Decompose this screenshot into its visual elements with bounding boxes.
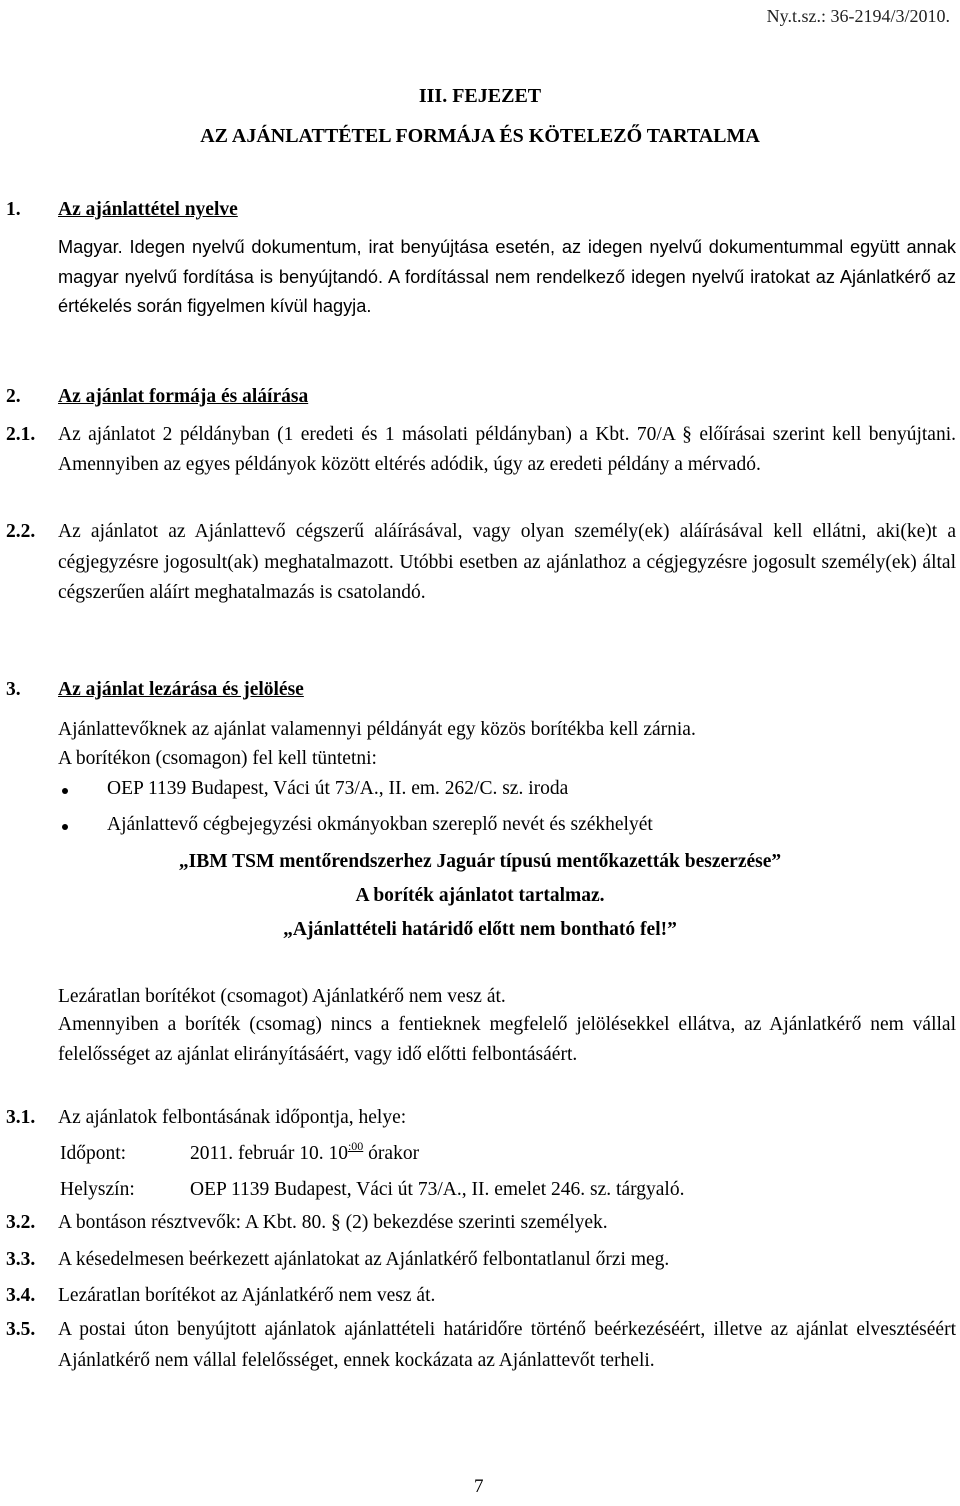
section-3-1-number: 3.1. [6, 1107, 36, 1128]
page-number: 7 [474, 1476, 484, 1497]
section-3-4-text: Lezáratlan borítékot az Ajánlatkérő nem vesz át. [58, 1285, 436, 1306]
section-3-3-number: 3.3. [6, 1249, 36, 1270]
section-1-text: Magyar. Idegen nyelvű dokumentum, irat benyújtása esetén, az idegen nyelvű dokumentummal együtt annak magyar nyelvű fordítása is benyújtandó. A fordítással nem rendelkező idegen nyelvű iratokat az Ajánlatkérő az értékelés során figyelmen kívül hagyja. [58, 237, 956, 316]
section-1-number: 1. [6, 199, 21, 220]
envelope-label-content: A boríték ajánlatot tartalmaz. [355, 885, 605, 906]
envelope-label-title: „IBM TSM mentőrendszerhez Jaguár típusú mentőkazetták beszerzése” [178, 851, 782, 872]
opening-time-minutes: :00 [347, 1139, 364, 1153]
bullet-icon [62, 788, 68, 794]
liability-notice: Amennyiben a boríték (csomag) nincs a fentieknek megfelelő jelölésekkel ellátva, az Ajánlatkérő nem vállal felelősséget az ajánlat elirányításáért, vagy idő előtti felbontásáért. [58, 1014, 956, 1065]
section-3-number: 3. [6, 679, 21, 700]
opening-time-label: Időpont: [60, 1143, 127, 1164]
section-3-5-text: A postai úton benyújtott ajánlatok ajánlattételi határidőre történő beérkezéséért, illetve az ajánlat elvesztéséért Ajánlatkérő nem vállal felelősséget, ennek kockázata az Ajánlattevőt terheli. [58, 1319, 956, 1371]
section-2-2-number: 2.2. [6, 521, 36, 542]
envelope-label-warning: „Ajánlattételi határidő előtt nem bontható fel!” [283, 919, 677, 940]
section-3-4-number: 3.4. [6, 1285, 36, 1306]
section-1-title: Az ajánlattétel nyelve [58, 199, 238, 220]
section-2-1-text: Az ajánlatot 2 példányban (1 eredeti és 1 másolati példányban) a Kbt. 70/A § előírásai szerint kell benyújtani. Amennyiben az egyes példányok között eltérés adódik, úgy az eredeti példány a mérvadó. [58, 424, 956, 475]
envelope-address-item: OEP 1139 Budapest, Váci út 73/A., II. em. 262/C. sz. iroda [107, 778, 569, 799]
opening-title: Az ajánlatok felbontásának időpontja, helye: [58, 1107, 407, 1128]
section-2-title: Az ajánlat formája és aláírása [58, 386, 309, 407]
section-3-3-text: A késedelmesen beérkezett ajánlatokat az Ajánlatkérő felbontatlanul őrzi meg. [58, 1249, 670, 1270]
section-2-2-text: Az ajánlatot az Ajánlattevő cégszerű aláírásával, vagy olyan személy(ek) aláírásával kell ellátni, aki(ke)t a cégjegyzésre jogosult(ak) meghatalmazott. Utóbbi esetben az ajánlathoz a cégjegyzésre jogosult személy(ek) által cégszerűen aláírt meghatalmazás is csatolandó. [58, 521, 956, 603]
chapter-number: III. FEJEZET [418, 85, 542, 107]
section-3-2-number: 3.2. [6, 1212, 36, 1233]
section-2-number: 2. [6, 386, 21, 407]
opening-time-date: 2011. február 10. 10 [190, 1143, 348, 1164]
opening-time-value [190, 1139, 419, 1168]
envelope-bidder-item: Ajánlattevő cégbejegyzési okmányokban szereplő nevét és székhelyét [107, 814, 653, 835]
envelope-instruction: Ajánlattevőknek az ajánlat valamennyi példányát egy közös borítékba kell zárnia. [58, 719, 696, 740]
section-3-title: Az ajánlat lezárása és jelölése [58, 679, 304, 700]
bullet-icon [62, 824, 68, 830]
section-2-1-number: 2.1. [6, 424, 36, 445]
chapter-title: AZ AJÁNLATTÉTEL FORMÁJA ÉS KÖTELEZŐ TARTALMA [200, 125, 760, 147]
unsealed-notice: Lezáratlan borítékot (csomagot) Ajánlatkérő nem vesz át. [58, 986, 506, 1007]
section-3-2-text: A bontáson résztvevők: A Kbt. 80. § (2) bekezdése szerinti személyek. [58, 1212, 608, 1233]
opening-time-suffix: órakor [363, 1143, 420, 1164]
opening-place-value: OEP 1139 Budapest, Váci út 73/A., II. emelet 246. sz. tárgyaló. [190, 1179, 685, 1200]
envelope-label-intro: A borítékon (csomagon) fel kell tüntetni: [58, 748, 377, 769]
document-reference: Ny.t.sz.: 36-2194/3/2010. [766, 6, 950, 26]
opening-place-label: Helyszín: [60, 1179, 135, 1200]
section-3-5-number: 3.5. [6, 1319, 36, 1340]
